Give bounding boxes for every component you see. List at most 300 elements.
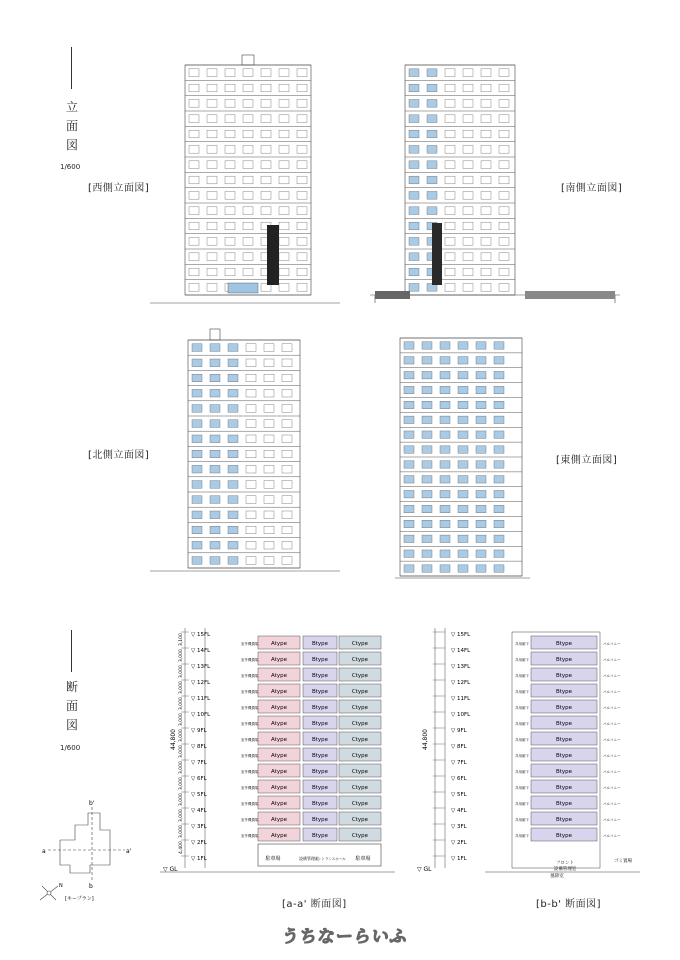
e-floors-window [404, 386, 414, 393]
w-floors-window [279, 207, 289, 215]
n-floors-window [210, 496, 220, 504]
w-floors-window [279, 84, 289, 92]
aa-ground-floor [258, 844, 381, 866]
aa-floor-label: ▽ 4FL [191, 808, 207, 814]
key-mark-a: a [42, 848, 46, 855]
e-floors-window [494, 535, 504, 542]
w-floors-window [261, 207, 271, 215]
bb-floor-label: ▽ 12FL [451, 680, 471, 686]
north-elevation-caption: [北側立面図] [88, 450, 150, 461]
w-floors-window [297, 192, 307, 200]
w-floors-window [189, 130, 199, 138]
w-floors-window [225, 146, 235, 154]
n-floors-window [246, 359, 256, 367]
w-floors-window [189, 207, 199, 215]
bb-unit-label: Btype [555, 689, 573, 695]
n-floors-window [246, 420, 256, 428]
n-floors-window [282, 420, 292, 428]
e-floors-window [458, 401, 468, 408]
w-floors-window [207, 222, 217, 230]
n-floors-window [264, 526, 274, 534]
bb-ground-garbage: ゴミ置場 [614, 859, 632, 864]
aa-unit-label: Ctype [351, 673, 369, 679]
s-floors-window [427, 84, 437, 92]
e-floors-window [422, 476, 432, 483]
aa-floor-label: ▽ 15FL [191, 632, 211, 638]
elevation-title [62, 98, 82, 155]
e-floors-window [404, 476, 414, 483]
bb-corridor-label: 共用廊下 [515, 658, 529, 662]
aa-unit-label: Ctype [351, 785, 369, 791]
e-floors-window [458, 371, 468, 378]
e-floors-window [404, 401, 414, 408]
s-floors-window [481, 284, 491, 292]
e-floors-window [422, 342, 432, 349]
aa-unit-label: Atype [271, 833, 287, 839]
aa-floor-label: ▽ 13FL [191, 664, 211, 670]
s-floors-window [499, 222, 509, 230]
e-floors-window [476, 535, 486, 542]
w-floors-window [261, 69, 271, 77]
aa-unit-label: Ctype [351, 689, 369, 695]
aa-side-label: 室外機置場 [241, 786, 259, 790]
s-floors-window [463, 115, 473, 123]
aa-floor-label: ▽ 10FL [191, 712, 211, 718]
n-floors-window [264, 420, 274, 428]
aa-unit-label: Btype [311, 721, 329, 727]
e-floors-window [494, 401, 504, 408]
bb-corridor-label: 共用廊下 [515, 738, 529, 742]
aa-unit-label: Btype [311, 705, 329, 711]
elevation-title-char-3: 図 [65, 138, 78, 152]
w-floors-window [243, 192, 253, 200]
s-floors-window [445, 238, 455, 246]
w-floors-window [297, 284, 307, 292]
aa-height-label: 3,000 [179, 681, 184, 694]
e-floors-window [440, 505, 450, 512]
e-floors-window [422, 357, 432, 364]
s-floors-window [481, 146, 491, 154]
aa-floor-label: ▽ 3FL [191, 824, 207, 830]
n-floors-window [210, 450, 220, 458]
w-floors-window [243, 253, 253, 261]
aa-unit-label: Atype [271, 721, 287, 727]
aa-floor-label: ▽ 11FL [191, 696, 211, 702]
w-floors-window [297, 268, 307, 276]
n-floors-window [228, 481, 238, 489]
s-floors-window [499, 268, 509, 276]
s-floors-window [463, 222, 473, 230]
key-mark-a-prime: a' [126, 848, 132, 855]
n-floors-window [228, 557, 238, 565]
s-floors-window [499, 115, 509, 123]
e-floors-window [458, 490, 468, 497]
w-floors-window [189, 253, 199, 261]
e-floors-window [458, 535, 468, 542]
bb-corridor-label: 共用廊下 [515, 642, 529, 646]
n-floors-window [264, 389, 274, 397]
bb-floor-label: ▽ 2FL [451, 840, 467, 846]
e-floors-window [458, 446, 468, 453]
aa-ground-labels [264, 855, 370, 862]
w-floors-window [189, 176, 199, 184]
aa-unit-label: Atype [271, 785, 287, 791]
n-floors-window [246, 374, 256, 382]
n-floors-window [210, 435, 220, 443]
w-floors-window [279, 161, 289, 169]
n-floors-window [192, 526, 202, 534]
east-elevation-caption: [東側立面図] [556, 455, 618, 466]
e-floors-window [422, 550, 432, 557]
n-floors-window [246, 496, 256, 504]
e-floors-window [440, 446, 450, 453]
e-floors-window [476, 520, 486, 527]
aa-unit-label: Ctype [351, 705, 369, 711]
bb-corridor-label: 共用廊下 [515, 690, 529, 694]
w-floors-window [207, 69, 217, 77]
w-floors-window [207, 176, 217, 184]
bb-balcony-label: バルコニー [603, 802, 621, 806]
n-floors-window [282, 359, 292, 367]
s-floors-window [481, 192, 491, 200]
w-floors-window [279, 100, 289, 108]
e-floors-window [458, 342, 468, 349]
bb-gl-label: ▽ GL [417, 866, 432, 873]
e-floors-window [494, 386, 504, 393]
s-floors-window [445, 161, 455, 169]
s-floors-window [445, 115, 455, 123]
key-plan-label: [キープラン] [65, 896, 94, 902]
bb-ground-vestibule: 風除室 [550, 874, 564, 879]
e-floors-window [476, 371, 486, 378]
e-floors-window [476, 446, 486, 453]
e-floors-window [476, 357, 486, 364]
n-floors-window [264, 359, 274, 367]
n-floors-window [246, 557, 256, 565]
w-floors-window [189, 222, 199, 230]
aa-floor-label: ▽ 12FL [191, 680, 211, 686]
w-floors-window [279, 268, 289, 276]
e-floors-window [422, 386, 432, 393]
e-floors-window [404, 357, 414, 364]
w-floors-window [207, 284, 217, 292]
bb-floor-label: ▽ 11FL [451, 696, 471, 702]
s-floors-window [409, 176, 419, 184]
aa-side-label: 室外機置場 [241, 770, 259, 774]
s-floors-window [427, 192, 437, 200]
e-floors-window [494, 476, 504, 483]
e-floors-window [476, 386, 486, 393]
bb-balcony-label: バルコニー [603, 658, 621, 662]
e-floors-window [458, 386, 468, 393]
w-floors-window [225, 192, 235, 200]
s-floors-window [445, 222, 455, 230]
e-floors-window [476, 431, 486, 438]
e-floors-window [476, 461, 486, 468]
section-title-char-3: 図 [65, 718, 78, 732]
s-floors-window [463, 84, 473, 92]
s-floors-window [481, 222, 491, 230]
bb-balcony-label: バルコニー [603, 722, 621, 726]
s-floors-window [499, 100, 509, 108]
bb-balcony-label: バルコニー [603, 674, 621, 678]
s-floors-window [463, 176, 473, 184]
w-floors-window [207, 268, 217, 276]
bb-unit-label: Btype [555, 801, 573, 807]
bb-unit-label: Btype [555, 753, 573, 759]
s-floors-window [499, 253, 509, 261]
aa-unit-label: Ctype [351, 817, 369, 823]
e-floors-window [458, 357, 468, 364]
bb-corridor-label: 共用廊下 [515, 674, 529, 678]
s-floors-window [499, 176, 509, 184]
aa-unit-label: Btype [311, 689, 329, 695]
e-floors-window [494, 431, 504, 438]
e-floors-window [422, 431, 432, 438]
aa-unit-label: Atype [271, 657, 287, 663]
elevation-title-char-2: 面 [65, 119, 78, 133]
aa-unit-label: Btype [311, 833, 329, 839]
e-floors-window [440, 357, 450, 364]
bb-floor-label: ▽ 3FL [451, 824, 467, 830]
n-floors-window [192, 405, 202, 413]
e-floors-window [422, 535, 432, 542]
e-floors-window [494, 490, 504, 497]
w-floors-window [261, 130, 271, 138]
bb-floor-label: ▽ 6FL [451, 776, 467, 782]
aa-height-label: 3,000 [179, 713, 184, 726]
aa-unit-label: Atype [271, 689, 287, 695]
bb-corridor-label: 共用廊下 [515, 834, 529, 838]
aa-ground-equipment: 設備管理室 [299, 856, 319, 861]
aa-height-label: 3,000 [179, 665, 184, 678]
s-floors-window [409, 268, 419, 276]
e-floors-window [476, 416, 486, 423]
e-floors-window [422, 446, 432, 453]
n-floors-window [264, 450, 274, 458]
e-floors-window [404, 371, 414, 378]
s-floors-window [499, 130, 509, 138]
w-floors-window [189, 100, 199, 108]
e-floors-window [476, 565, 486, 572]
w-floors-window [225, 268, 235, 276]
aa-total-height: 44,800 [170, 729, 177, 750]
n-floors-window [264, 344, 274, 352]
n-floors-window [264, 541, 274, 549]
s-floors-window [463, 238, 473, 246]
n-floors-window [264, 557, 274, 565]
w-floors-window [189, 192, 199, 200]
n-floors-window [210, 420, 220, 428]
s-floors-window [409, 115, 419, 123]
bb-corridor-label: 共用廊下 [515, 722, 529, 726]
aa-unit-label: Btype [311, 673, 329, 679]
bb-unit-label: Btype [555, 705, 573, 711]
aa-unit-label: Ctype [351, 737, 369, 743]
w-floors-window [261, 100, 271, 108]
aa-height-label: 4,400 [179, 841, 184, 854]
w-floors-window [207, 130, 217, 138]
w-floors-window [261, 84, 271, 92]
e-floors-window [422, 401, 432, 408]
s-floors-window [499, 192, 509, 200]
bb-floor-label: ▽ 5FL [451, 792, 467, 798]
s-floors-window [445, 100, 455, 108]
s-floors-window [409, 284, 419, 292]
aa-floor-label: ▽ 1FL [191, 856, 207, 862]
w-floors-window [297, 207, 307, 215]
n-floors-window [246, 541, 256, 549]
aa-gl-label: ▽ GL [163, 866, 178, 873]
w-floors-window [279, 146, 289, 154]
e-floors-window [440, 520, 450, 527]
n-floors-window [210, 526, 220, 534]
s-floors-window [481, 130, 491, 138]
e-floors-window [440, 535, 450, 542]
aa-unit-label: Ctype [351, 721, 369, 727]
n-floors-window [210, 541, 220, 549]
s-floors-window [409, 69, 419, 77]
e-floors-window [476, 401, 486, 408]
w-floors-window [243, 268, 253, 276]
w-floors-window [189, 161, 199, 169]
w-floors-window [243, 161, 253, 169]
s-floors-window [445, 130, 455, 138]
w-floors-window [297, 161, 307, 169]
s-floors-window [463, 146, 473, 154]
n-floors-window [210, 344, 220, 352]
w-floors-window [189, 69, 199, 77]
n-floors-window [192, 557, 202, 565]
aa-height-label: 3,000 [179, 809, 184, 822]
w-floors-window [225, 115, 235, 123]
w-floors-window [225, 207, 235, 215]
south-elevation-drawing [370, 55, 623, 310]
aa-side-label: 室外機置場 [241, 642, 259, 646]
aa-unit-label: Atype [271, 737, 287, 743]
section-title [62, 678, 82, 735]
s-floors-window [409, 222, 419, 230]
n-floors-window [228, 344, 238, 352]
w-floors-window [243, 84, 253, 92]
e-floors-window [404, 431, 414, 438]
aa-height-label: 3,000 [179, 793, 184, 806]
bb-unit-label: Btype [555, 737, 573, 743]
n-floors-window [246, 405, 256, 413]
s-floors-window [463, 69, 473, 77]
n-floors-window [246, 435, 256, 443]
bb-floor-label: ▽ 4FL [451, 808, 467, 814]
w-floors-window [261, 176, 271, 184]
s-floors-window [481, 115, 491, 123]
w-floors-window [243, 130, 253, 138]
w-floors-window [189, 238, 199, 246]
aa-unit-label: Atype [271, 753, 287, 759]
w-floors-window [279, 284, 289, 292]
n-floors-window [210, 374, 220, 382]
n-floors-window [264, 496, 274, 504]
w-floors-window [279, 192, 289, 200]
s-floors-window [409, 192, 419, 200]
e-floors-window [494, 461, 504, 468]
aa-unit-label: Ctype [351, 753, 369, 759]
w-floors-window [297, 130, 307, 138]
w-floors-window [207, 238, 217, 246]
w-floors-window [225, 176, 235, 184]
west-elevation-drawing [150, 45, 340, 310]
bb-corridor-label: 共用廊下 [515, 818, 529, 822]
aa-section-caption: [a-a' 断面図] [282, 899, 347, 910]
e-floors-window [404, 490, 414, 497]
n-floors-window [228, 374, 238, 382]
n-floors-window [228, 541, 238, 549]
s-floors-window [463, 207, 473, 215]
s-floors-window [463, 161, 473, 169]
w-floors-window [243, 222, 253, 230]
s-floors-window [409, 146, 419, 154]
s-floors-window [427, 69, 437, 77]
n-floors-window [192, 465, 202, 473]
n-floors-window [210, 405, 220, 413]
aa-ground-entrance: エントランスホール [314, 857, 346, 861]
e-floors-window [440, 490, 450, 497]
e-floors-window [494, 520, 504, 527]
e-floors-window [422, 490, 432, 497]
e-floors-window [440, 476, 450, 483]
w-floors-window [297, 69, 307, 77]
e-floors-window [458, 461, 468, 468]
bb-floor-label: ▽ 10FL [451, 712, 471, 718]
w-floors-window [225, 238, 235, 246]
bb-unit-label: Btype [555, 641, 573, 647]
e-floors-window [404, 342, 414, 349]
aa-height-label: 3,000 [179, 825, 184, 838]
n-floors-window [192, 420, 202, 428]
aa-side-label: 室外機置場 [241, 722, 259, 726]
bb-floor-label: ▽ 7FL [451, 760, 467, 766]
w-floors-window [189, 84, 199, 92]
aa-unit-label: Atype [271, 817, 287, 823]
aa-floor-label: ▽ 7FL [191, 760, 207, 766]
w-floors-window [189, 268, 199, 276]
bb-balcony-label: バルコニー [603, 738, 621, 742]
w-floors-window [297, 222, 307, 230]
n-floors-window [210, 359, 220, 367]
s-floors-window [463, 253, 473, 261]
e-floors-window [422, 371, 432, 378]
n-floors-window [192, 344, 202, 352]
w-floors-window [225, 253, 235, 261]
w-floors-window [243, 115, 253, 123]
n-floors-window [282, 511, 292, 519]
n-floors-window [282, 541, 292, 549]
e-floors-window [476, 505, 486, 512]
e-floors-window [458, 565, 468, 572]
aa-unit-label: Atype [271, 801, 287, 807]
n-floors-window [282, 435, 292, 443]
n-floors-window [228, 465, 238, 473]
e-floors-window [404, 446, 414, 453]
e-floors-window [458, 505, 468, 512]
aa-unit-label: Ctype [351, 641, 369, 647]
aa-unit-label: Btype [311, 769, 329, 775]
n-floors-window [246, 526, 256, 534]
south-elevation-caption: [南側立面図] [561, 183, 623, 194]
n-floors-window [228, 450, 238, 458]
w-floors-window [207, 84, 217, 92]
n-floors-window [210, 481, 220, 489]
w-floors-window [297, 100, 307, 108]
